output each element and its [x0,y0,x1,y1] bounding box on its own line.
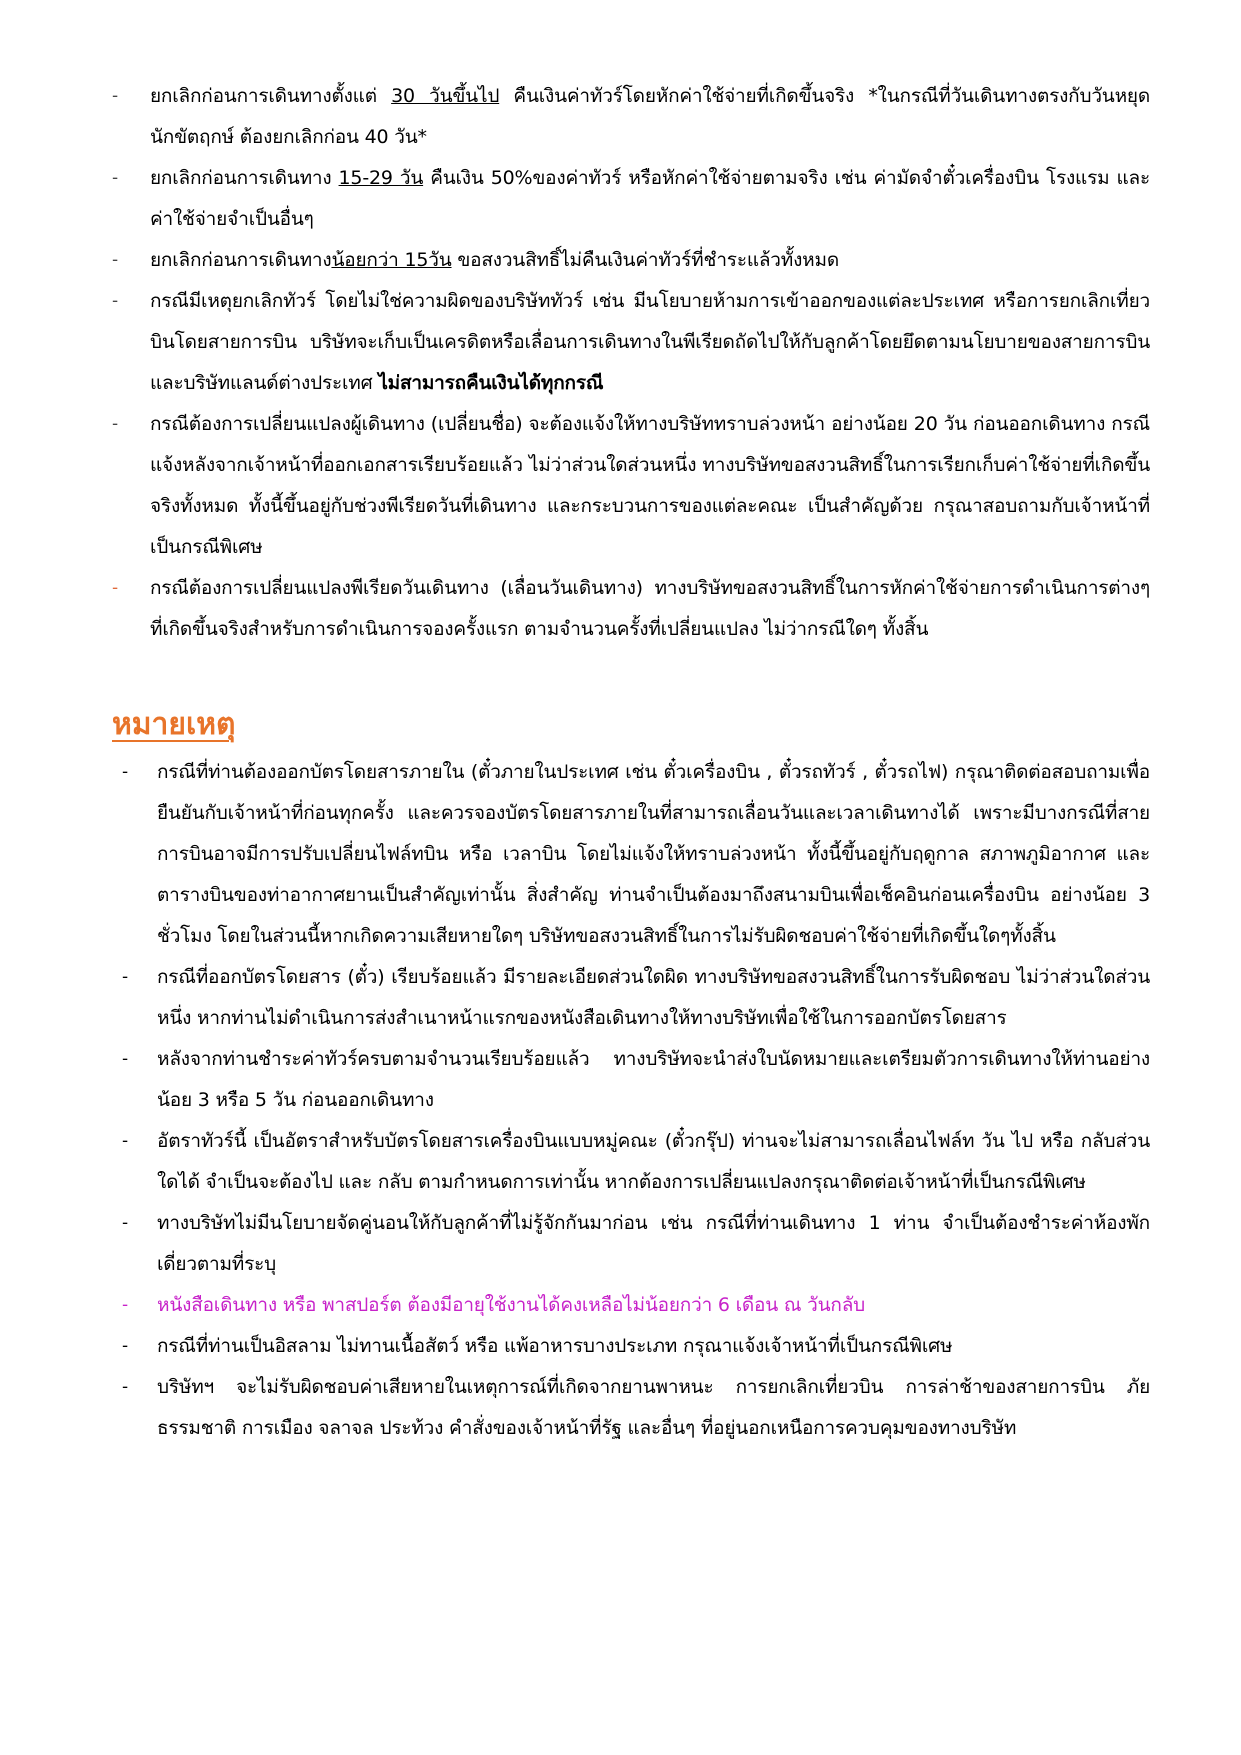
list-item [0,76,1241,158]
note-text: กรณีที่ท่านต้องออกบัตรโดยสารภายใน (ตั๋วภายในประเทศ เช่น ตั๋วเครื่องบิน , ตั๋วรถทัวร์ , ตั๋วรถไฟ) กรุณาติดต่อสอบถามเพื่อยืนยันกับเจ้าหน้าที่ก่อนทุกครั้ง และควรจองบัตรโดยสารภายในที่สามารถเลื่อนวันและเวลาเดินทางได้ เพราะมีบางกรณีที่สายการบินอาจมีการปรับเปลี่ยนไฟล์ทบิน หรือ เวลาบิน โดยไม่แจ้งให้ทราบล่วงหน้า ทั้งนี้ขึ้นอยู่กับฤดูกาล สภาพภูมิอากาศ และ ตารางบินของท่าอากาศยานเป็นสำคัญเท่านั้น สิ่งสำคัญ ท่านจำเป็นต้องมาถึงสนามบินเพื่อเช็คอินก่อนเครื่องบิน อย่างน้อย 3 ชั่วโมง โดยในส่วนนี้หากเกิดความเสียหายใดๆ บริษัทขอสงวนสิทธิ์ในการไม่รับผิดชอบค่าใช้จ่ายที่เกิดขึ้นใดๆทั้งสิ้น [157,761,1150,947]
list-item [0,568,1241,650]
bullet-dash: - [122,1213,129,1233]
policy-text: กรณีต้องการเปลี่ยนแปลงผู้เดินทาง (เปลี่ยนชื่อ) จะต้องแจ้งให้ทางบริษัททราบล่วงหน้า อย่างน้อย 20 วัน ก่อนออกเดินทาง กรณีแจ้งหลังจากเจ้าหน้าที่ออกเอกสารเรียบร้อยแล้ว ไม่ว่าส่วนใดส่วนหนึ่ง ทางบริษัทขอสงวนสิทธิ์ในการเรียกเก็บค่าใช้จ่ายที่เกิดขึ้นจริงทั้งหมด ทั้งนี้ขึ้นอยู่กับช่วงพีเรียดวันที่เดินทาง และกระบวนการของแต่ละคณะ เป็นสำคัญด้วย กรุณาสอบถามกับเจ้าหน้าที่เป็นกรณีพิเศษ [150,413,1150,558]
list-item [0,1367,1241,1449]
list-item [0,1121,1241,1203]
bullet-dash: - [122,1377,129,1397]
bullet-dash: - [112,578,119,598]
bullet-dash: - [122,1336,129,1356]
note-text: กรณีที่ออกบัตรโดยสาร (ตั๋ว) เรียบร้อยแล้ว มีรายละเอียดส่วนใดผิด ทางบริษัทขอสงวนสิทธิ์ในการรับผิดชอบ ไม่ว่าส่วนใดส่วนหนึ่ง หากท่านไม่ดำเนินการส่งสำเนาหน้าแรกของหนังสือเดินทางให้ทางบริษัทเพื่อใช้ในการออกบัตรโดยสาร [157,966,1150,1029]
list-item [0,1203,1241,1285]
list-item [0,957,1241,1039]
note-text: หลังจากท่านชำระค่าทัวร์ครบตามจำนวนเรียบร้อยแล้ว ทางบริษัทจะนำส่งใบนัดหมายและเตรียมตัวการเดินทางให้ท่านอย่างน้อย 3 หรือ 5 วัน ก่อนออกเดินทาง [157,1048,1150,1111]
note-text: กรณีที่ท่านเป็นอิสลาม ไม่ทานเนื้อสัตว์ หรือ แพ้อาหารบางประเภท กรุณาแจ้งเจ้าหน้าที่เป็นกรณีพิเศษ [157,1335,953,1357]
list-item [0,404,1241,568]
bullet-dash: - [112,291,119,311]
list-item [0,240,1241,281]
list-item [0,752,1241,957]
bullet-dash: - [112,168,119,188]
bullet-dash: - [112,414,119,434]
notes-heading: หมายเหตุ [112,707,236,742]
policy-text: ยกเลิกก่อนการเดินทาง 15-29 วัน คืนเงิน 50%ของค่าทัวร์ หรือหักค่าใช้จ่ายตามจริง เช่น ค่ามัดจำตั๋วเครื่องบิน โรงแรม และค่าใช้จ่ายจำเป็นอื่นๆ [150,167,1151,230]
bullet-dash: - [122,1049,129,1069]
list-item [0,1326,1241,1367]
bullet-dash: - [122,1131,129,1151]
bullet-dash: - [122,762,129,782]
policy-text: กรณีมีเหตุยกเลิกทัวร์ โดยไม่ใช่ความผิดของบริษัททัวร์ เช่น มีนโยบายห้ามการเข้าออกของแต่ละประเทศ หรือการยกเลิกเที่ยวบินโดยสายการบิน บริษัทจะเก็บเป็นเครดิตหรือเลื่อนการเดินทางในพีเรียดถัดไปให้กับลูกค้าโดยยึดตามนโยบายของสายการบินและบริษัทแลนด์ต่างประเทศ ไม่สามารถคืนเงินได้ทุกกรณี [150,290,1150,394]
bullet-dash: - [112,86,119,106]
note-text: บริษัทฯ จะไม่รับผิดชอบค่าเสียหายในเหตุการณ์ที่เกิดจากยานพาหนะ การยกเลิกเที่ยวบิน การล่าช้าของสายการบิน ภัยธรรมชาติ การเมือง จลาจล ประท้วง คำสั่งของเจ้าหน้าที่รัฐ และอื่นๆ ที่อยู่นอกเหนือการควบคุมของทางบริษัท [157,1376,1150,1439]
note-text: ทางบริษัทไม่มีนโยบายจัดคู่นอนให้กับลูกค้าที่ไม่รู้จักกันมาก่อน เช่น กรณีที่ท่านเดินทาง 1 ท่าน จำเป็นต้องชำระค่าห้องพักเดี่ยวตามที่ระบุ [157,1212,1150,1275]
policy-text: ยกเลิกก่อนการเดินทางตั้งแต่ 30 วันขึ้นไป คืนเงินค่าทัวร์โดยหักค่าใช้จ่ายที่เกิดขึ้นจริง *ในกรณีที่วันเดินทางตรงกับวันหยุดนักขัตฤกษ์ ต้องยกเลิกก่อน 40 วัน* [150,85,1150,148]
list-item [0,1039,1241,1121]
passport-note-text: หนังสือเดินทาง หรือ พาสปอร์ต ต้องมีอายุใช้งานได้คงเหลือไม่น้อยกว่า 6 เดือน ณ วันกลับ [157,1294,866,1316]
notes-list [0,752,1241,1449]
list-item [0,1285,1241,1326]
policy-text: ยกเลิกก่อนการเดินทางน้อยกว่า 15วัน ขอสงวนสิทธิ์ไม่คืนเงินค่าทัวร์ที่ชำระแล้วทั้งหมด [150,249,839,271]
list-item [0,158,1241,240]
cancellation-policy-list [0,76,1241,650]
note-text: อัตราทัวร์นี้ เป็นอัตราสำหรับบัตรโดยสารเครื่องบินแบบหมู่คณะ (ตั๋วกรุ๊ป) ท่านจะไม่สามารถเลื่อนไฟล์ท วัน ไป หรือ กลับส่วนใดได้ จำเป็นจะต้องไป และ กลับ ตามกำหนดการเท่านั้น หากต้องการเปลี่ยนแปลงกรุณาติดต่อเจ้าหน้าที่เป็นกรณีพิเศษ [157,1130,1150,1193]
bullet-dash: - [122,967,129,987]
list-item [0,281,1241,404]
policy-text: กรณีต้องการเปลี่ยนแปลงพีเรียดวันเดินทาง (เลื่อนวันเดินทาง) ทางบริษัทขอสงวนสิทธิ์ในการหักค่าใช้จ่ายการดำเนินการต่างๆ ที่เกิดขึ้นจริงสำหรับการดำเนินการจองครั้งแรก ตามจำนวนครั้งที่เปลี่ยนแปลง ไม่ว่ากรณีใดๆ ทั้งสิ้น [150,577,1150,640]
bullet-dash: - [112,250,119,270]
bullet-dash: - [122,1295,129,1315]
